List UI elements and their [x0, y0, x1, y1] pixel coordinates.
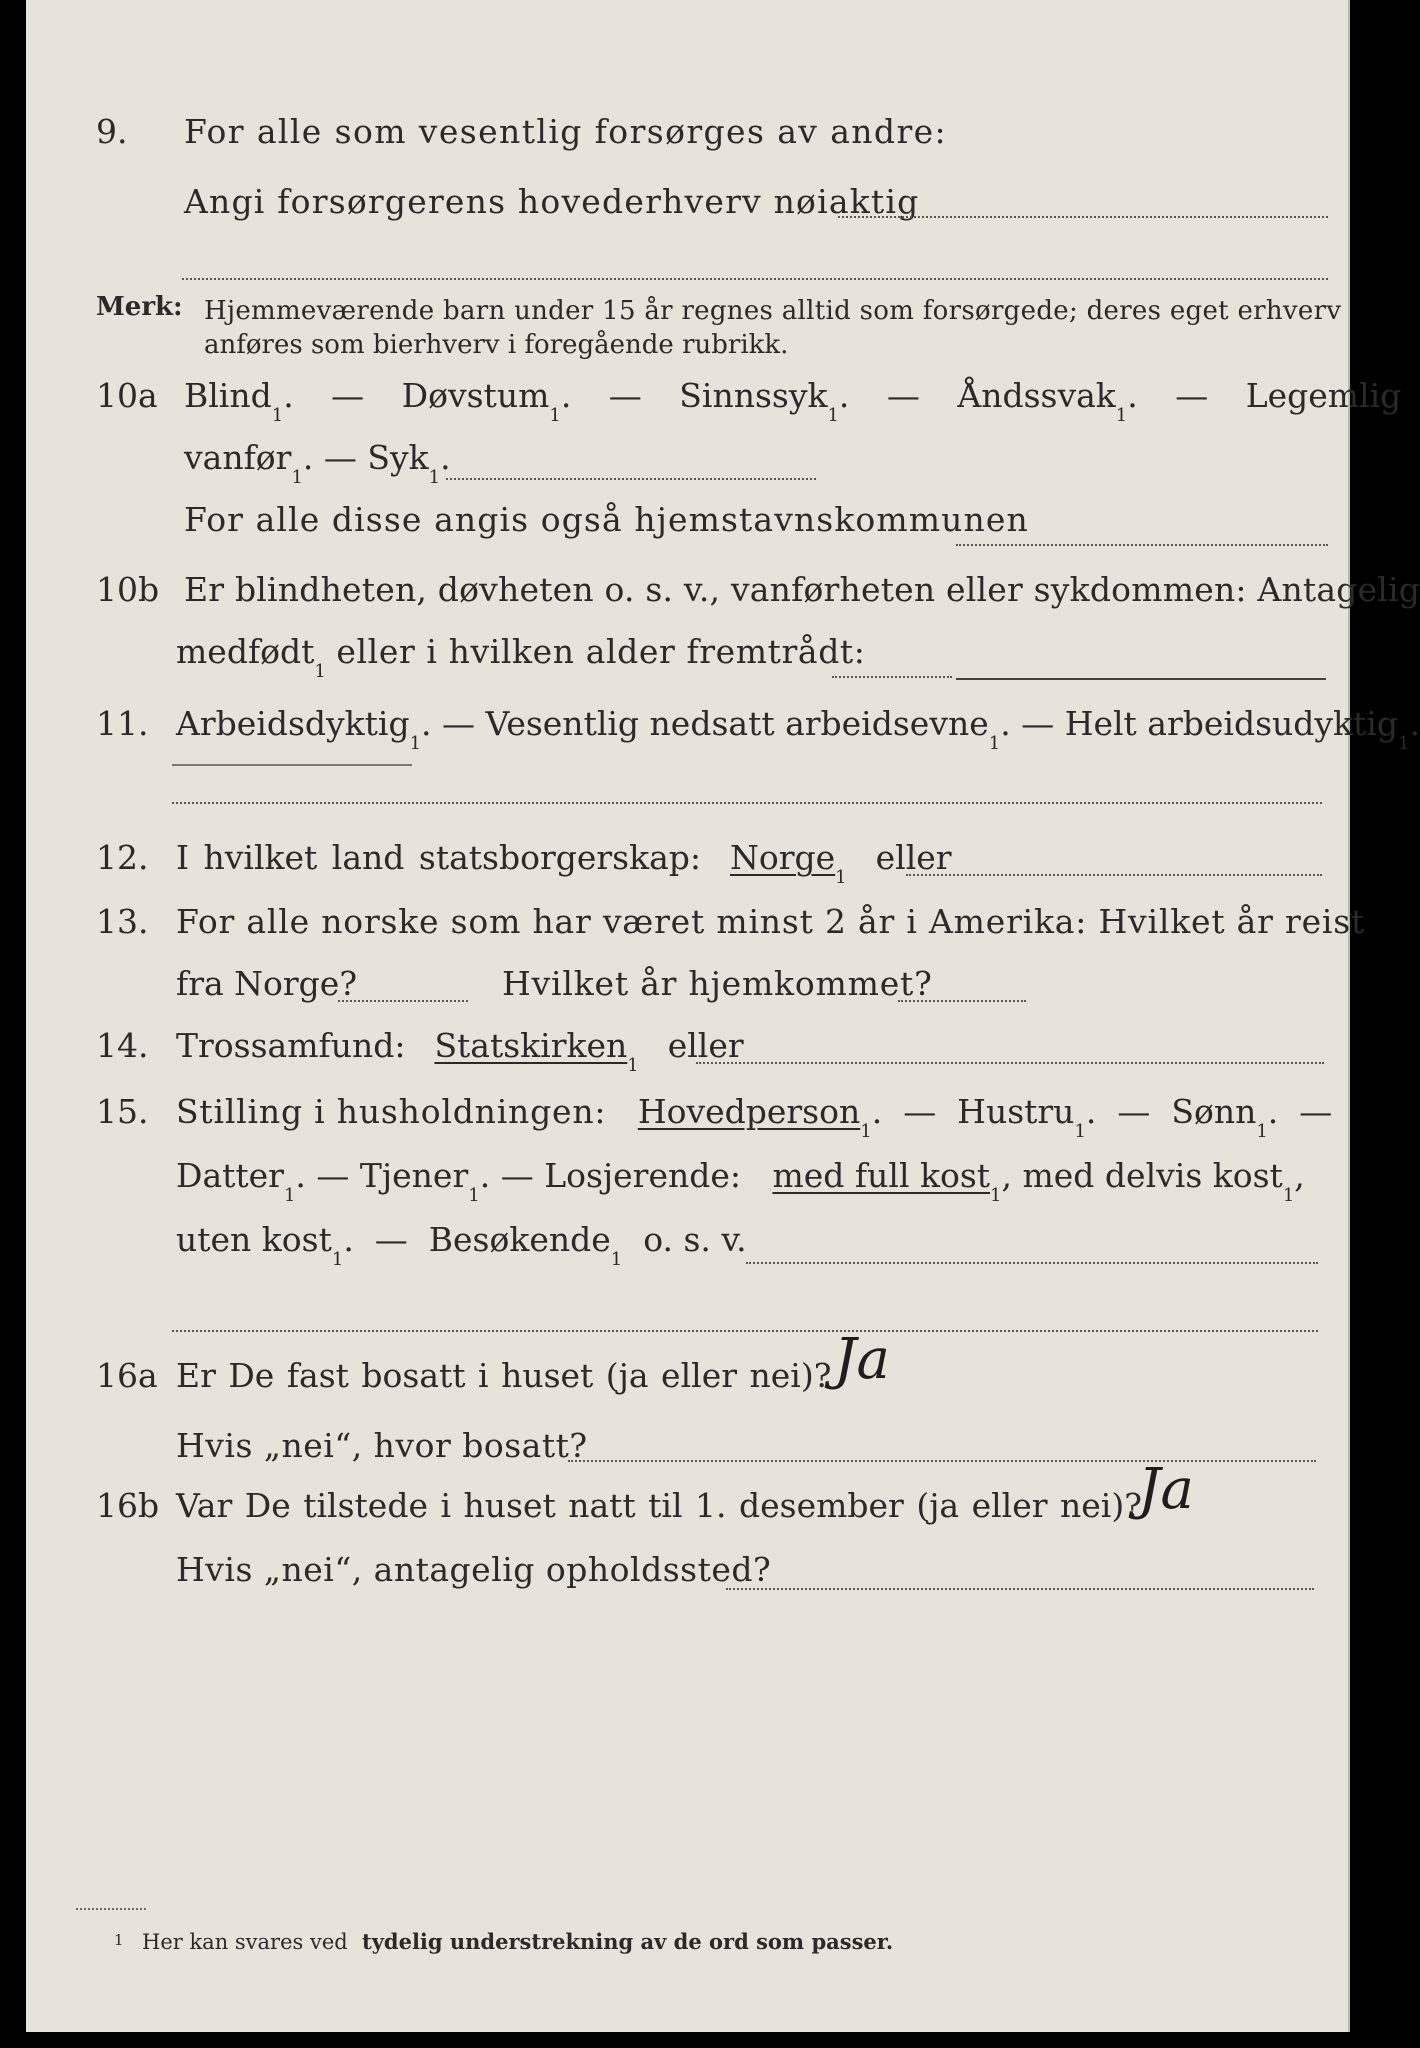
option-tjener: Tjener — [359, 1156, 469, 1195]
footnote-rule — [76, 1908, 146, 1910]
q9-number: 9. — [96, 112, 128, 151]
q11-underline — [172, 764, 412, 766]
merk-label: Merk: — [96, 292, 183, 322]
census-form-page — [26, 0, 1420, 2032]
q10b-answer-line-2 — [956, 678, 1326, 680]
separator-dash: — — [1299, 1092, 1333, 1131]
q15-number: 15. — [96, 1092, 149, 1131]
q12-eller: eller — [875, 838, 952, 877]
q14-answer-line — [696, 1062, 1324, 1064]
q12-text: I hvilket land statsborgerskap: — [176, 838, 702, 877]
q9-line1 — [184, 102, 947, 152]
q13-line2b — [502, 954, 933, 1004]
q16b-text2: Hvis „nei“, antagelig opholdssted? — [176, 1550, 772, 1589]
option-legemlig: Legemlig — [1245, 376, 1402, 415]
q13-hjemkommet: Hvilket år hjemkommet? — [502, 964, 933, 1003]
q13-number: 13. — [96, 902, 149, 941]
q10a-number: 10a — [96, 376, 158, 415]
q14-text: Trossamfund: — [176, 1026, 406, 1065]
q10a-line3 — [184, 490, 1029, 540]
q13-fra-norge: fra Norge? — [176, 964, 358, 1003]
q14-eller: eller — [667, 1026, 744, 1065]
q9-answer-line — [838, 216, 1328, 218]
separator-dash: — — [500, 1156, 534, 1195]
q10b-answer-line — [832, 676, 952, 678]
option-andssvak: Åndssvak — [957, 376, 1116, 415]
q10b-line2: medfødt 1 eller i hvilken alder fremtrådt: — [176, 632, 866, 682]
separator-dash: — — [886, 376, 920, 415]
separator-dash: — — [331, 376, 365, 415]
q16a-line1 — [176, 1346, 831, 1396]
q10b-text1: Er blindheten, døvheten o. s. v., vanførheten eller sykdommen: Antagelig — [184, 570, 1420, 609]
option-besokende: Besøkende — [428, 1220, 611, 1259]
q14-number: 14. — [96, 1026, 149, 1065]
q16a-handwritten-answer: Ja — [834, 1327, 890, 1392]
separator-dash: — — [903, 1092, 937, 1131]
q12-answer-line — [906, 874, 1322, 876]
option-datter: Datter — [176, 1156, 284, 1195]
q16b-line2 — [176, 1540, 771, 1590]
merk-line2: anføres som bierhverv i foregående rubrikk. — [204, 330, 789, 360]
q11-number: 11. — [96, 704, 149, 743]
separator-dash: — — [442, 704, 476, 743]
q9-text2: Angi forsørgerens hovederhverv nøiaktig — [184, 182, 920, 221]
q15-line2: Datter 1 . — Tjener 1 . — Losjerende: med full kost 1 , med delvis kost 1 , — [176, 1156, 1305, 1206]
option-hovedperson-underlined: Hovedperson — [637, 1092, 861, 1131]
q16b-number: 16b — [96, 1486, 160, 1525]
q13-fra-answer-line — [338, 1000, 468, 1002]
q10a-answer-line — [446, 478, 816, 480]
q13-hjem-answer-line — [898, 1000, 1026, 1002]
q16a-text2: Hvis „nei“, hvor bosatt? — [176, 1426, 588, 1465]
option-sinnssyk: Sinnssyk — [679, 376, 828, 415]
q15-stilling-text: Stilling i husholdningen: — [176, 1092, 607, 1131]
q9-answer-line-2 — [182, 278, 1328, 280]
q14-line1: Trossamfund: Statskirken 1 eller — [176, 1026, 744, 1076]
q16b-text1: Var De tilstede i huset natt til 1. desember (ja eller nei)? — [176, 1486, 1142, 1525]
q9-text1: For alle som vesentlig forsørges av andre: — [184, 112, 948, 151]
q15-answer-line-2 — [172, 1330, 1318, 1332]
option-vanfor: vanfør — [184, 438, 292, 477]
q16b-line1 — [176, 1476, 1142, 1526]
q16b-answer-line — [726, 1588, 1314, 1590]
option-med-delvis-kost: med delvis kost — [1022, 1156, 1283, 1195]
option-norge-underlined: Norge — [730, 838, 836, 877]
option-sonn: Sønn — [1171, 1092, 1257, 1131]
q15-line1: Stilling i husholdningen: Hovedperson 1 . — Hustru 1 . — Sønn 1 . — — [176, 1092, 1333, 1142]
option-vesentlig-nedsatt: Vesentlig nedsatt arbeidsevne — [485, 704, 989, 743]
q11-answer-line — [172, 802, 1322, 804]
q9-line2 — [184, 172, 919, 222]
q12-line1: I hvilket land statsborgerskap: Norge 1 eller — [176, 838, 952, 888]
q13-line2 — [176, 954, 357, 1004]
option-statskirken-underlined: Statskirken — [434, 1026, 628, 1065]
q13-text1: For alle norske som har været minst 2 år i Amerika: Hvilket år reist — [176, 902, 1366, 941]
merk-line1: Hjemmeværende barn under 15 år regnes alltid som forsørgede; deres eget erhverv — [204, 296, 1342, 326]
q16a-line2 — [176, 1416, 588, 1466]
q10b-line1 — [184, 560, 1420, 610]
q10a-line2: vanfør 1 . — Syk 1 . — [184, 438, 451, 488]
separator-dash: — — [323, 438, 357, 477]
q10a-line1: Blind 1 . — Døvstum 1 . — Sinnssyk 1 . — Åndssvak 1 . — Legemlig — [184, 376, 1402, 426]
separator-dash: — — [1175, 376, 1209, 415]
q16a-text1: Er De fast bosatt i huset (ja eller nei)? — [176, 1356, 832, 1395]
q11-line1: Arbeidsdyktig 1 . — Vesentlig nedsatt arbeidsevne 1 . — Helt arbeidsudyktig 1 . — [176, 704, 1420, 754]
separator-dash: — — [1021, 704, 1055, 743]
q12-number: 12. — [96, 838, 149, 877]
q10b-text2: eller i hvilken alder fremtrådt: — [336, 632, 866, 671]
q15-osv: o. s. v. — [643, 1220, 747, 1259]
option-losjerende: Losjerende: — [544, 1156, 741, 1195]
option-arbeidsdyktig: Arbeidsdyktig — [176, 704, 410, 743]
q10b-number: 10b — [96, 570, 160, 609]
q16b-handwritten-answer: Ja — [1138, 1457, 1194, 1522]
q16a-number: 16a — [96, 1356, 158, 1395]
option-hustru: Hustru — [957, 1092, 1075, 1131]
option-medfodt: medfødt — [176, 632, 315, 671]
separator-dash: — — [1117, 1092, 1151, 1131]
q15-answer-line — [746, 1262, 1318, 1264]
q10a-text3: For alle disse angis også hjemstavnskommunen — [184, 500, 1029, 539]
separator-dash: — — [374, 1220, 408, 1259]
footnote-mark: 1 — [114, 1931, 124, 1949]
q16a-answer-line — [568, 1460, 1316, 1462]
footnote-text1: Her kan svares ved — [142, 1930, 348, 1954]
option-syk: Syk — [367, 438, 429, 477]
option-blind: Blind — [184, 376, 272, 415]
separator-dash: — — [608, 376, 642, 415]
option-uten-kost: uten kost — [176, 1220, 332, 1259]
q15-line3: uten kost 1 . — Besøkende 1 o. s. v. — [176, 1220, 747, 1270]
footnote-text2: tydelig understrekning av de ord som passer. — [362, 1929, 894, 1954]
separator-dash: — — [316, 1156, 350, 1195]
q13-line1 — [176, 892, 1365, 942]
option-dovstum: Døvstum — [401, 376, 550, 415]
q10a-hjemstavn-line — [956, 544, 1328, 546]
option-med-full-kost-underlined: med full kost — [772, 1156, 991, 1195]
option-helt-arbeidsudyktig: Helt arbeidsudyktig — [1064, 704, 1398, 743]
